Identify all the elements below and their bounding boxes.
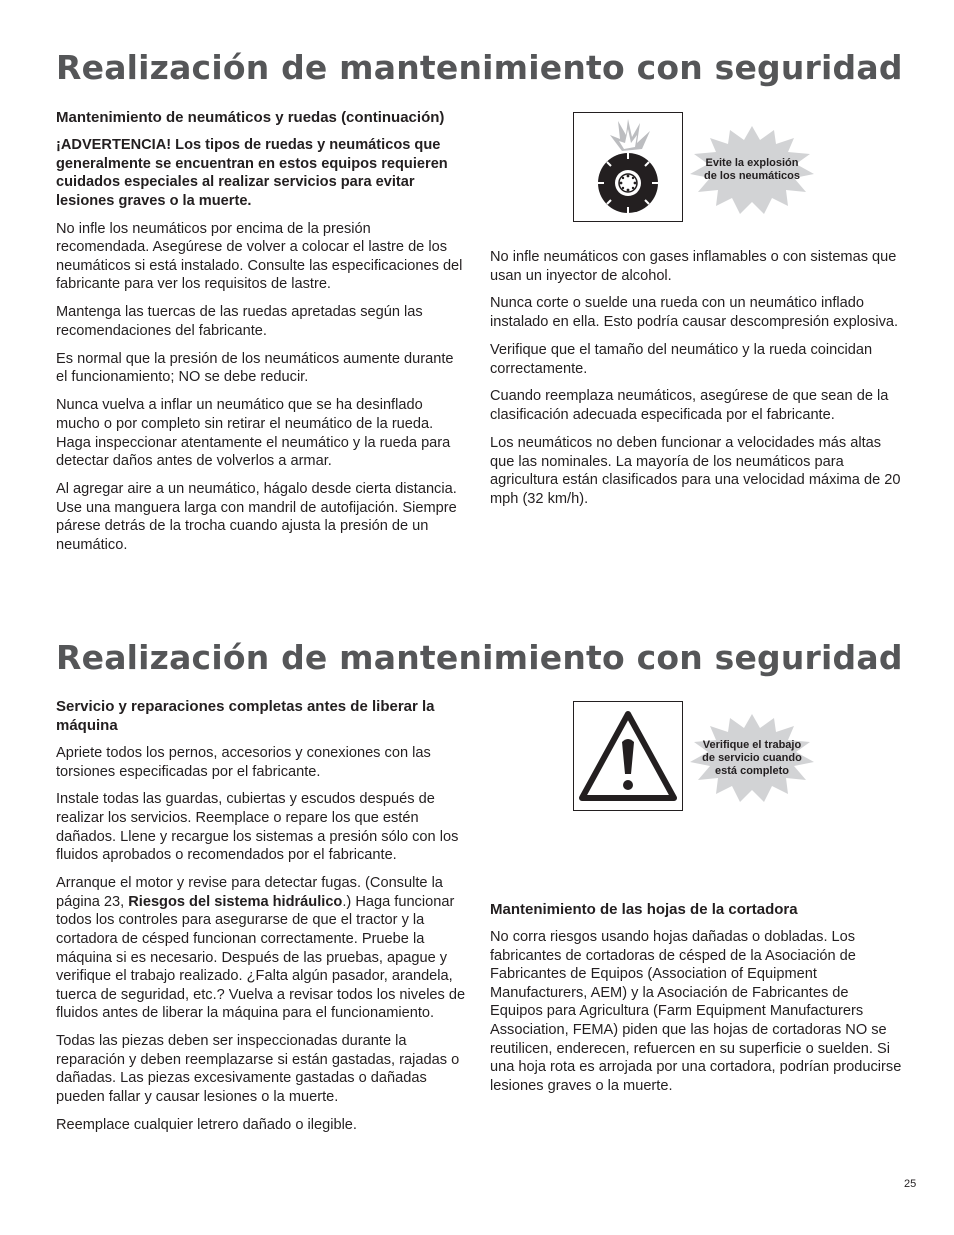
paragraph: Apriete todos los pernos, accesorios y conexiones con las torsiones especificadas por el fabricante. xyxy=(56,745,431,780)
paragraph: No infle neumáticos con gases inflamables o con sistemas que usan un inyector de alcohol. xyxy=(490,249,897,284)
paragraph-text: .) Haga funcionar todos los controles para asegurarse de que el tractor y la cortadora de césped funcionan correctamente. Pruebe la máquina si es necesario. Después de las pruebas, apague y verifique el trabajo realizado. ¿Falta algún pasador, arandela, tuerca de seguridad, etc.? Vuelva a revisar todos los niveles de fluidos antes de liberar la máquina para el funcionamiento. xyxy=(56,893,466,1022)
paragraph: Verifique que el tamaño del neumático y la rueda coincidan correctamente. xyxy=(490,341,873,377)
paragraph: Nunca vuelva a inflar un neumático que se ha desinflado mucho o por completo sin retirar el neumático de la rueda. Haga inspeccionar atentamente el neumático y la rueda para detectar daños antes de volverlos a armar. xyxy=(56,397,451,470)
paragraph: Al agregar aire a un neumático, hágalo desde cierta distancia. Use una manguera larga con mandril de autofijación. Siempre párese detrás de la trocha cuando ajusta la presión de un neumático. xyxy=(56,480,457,553)
left-column xyxy=(56,697,468,1144)
section-subtitle: Mantenimiento de neumáticos y ruedas (continuación) xyxy=(56,109,445,126)
blades-column xyxy=(490,900,902,1105)
paragraph: Es normal que la presión de los neumáticos aumente durante el funcionamiento; NO se debe reducir. xyxy=(56,350,454,386)
page-number: 25 xyxy=(904,1178,917,1190)
burst-label-text: Verifique el trabajo de servicio cuando está completo xyxy=(702,738,802,777)
paragraph: Reemplace cualquier letrero dañado o ilegible. xyxy=(56,1116,357,1133)
paragraph: Los neumáticos no deben funcionar a velocidades más altas que las nominales. La mayoría de los neumáticos para agricultura están clasificados para una velocidad máxima de 20 mph (32 km/h). xyxy=(490,434,901,507)
paragraph: No corra riesgos usando hojas dañadas o dobladas. Los fabricantes de cortadoras de césped de la Asociación de Fabricantes de Equipos (Association of Equipment Manufacturers, AEM) y la Asociación de Fabricantes de Equipos para Agricultura (Farm Equipment Manufacturers Association, FEMA) piden que las hojas de cortadoras NO se reutilicen, enderecen, refuercen en su superficie o suelden. Si una hoja rota es arrojada por una cortadora, podrían producirse lesiones graves o la muerte. xyxy=(490,929,902,1094)
burst-label-text: Evite la explosión de los neumáticos xyxy=(704,157,800,182)
paragraph: Nunca corte o suelde una rueda con un neumático inflado instalado en ella. Esto podría causar descompresión explosiva. xyxy=(490,295,899,331)
paragraph: Mantenga las tuercas de las ruedas apretadas según las recomendaciones del fabricante. xyxy=(56,304,423,339)
paragraph: Todas las piezas deben ser inspeccionadas durante la reparación y deben reemplazarse si están gastadas, rajadas o dañadas. Las piezas excesivamente gastadas o dañadas pueden fallar y causar lesiones o la muerte. xyxy=(56,1033,460,1105)
right-column xyxy=(490,248,902,518)
paragraph: Instale todas las guardas, cubiertas y escudos después de realizar los servicios. Reemplace o repare los que estén dañados. Llene y recargue los sistemas a presión sólo con los fluidos aprobados o recomendados por el fabricante. xyxy=(56,791,459,864)
tire-explosion-icon xyxy=(574,113,682,221)
paragraph: Cuando reemplaza neumáticos, asegúrese de que sean de la clasificación adecuada especificada por el fabricante. xyxy=(490,388,889,424)
warning-paragraph: ¡ADVERTENCIA! Los tipos de ruedas y neumáticos que generalmente se encuentran en estos equipos requieren cuidados especiales al realizar servicios para evitar lesiones graves o la muerte. xyxy=(56,137,448,209)
warning-illustration xyxy=(573,701,683,811)
service-burst-label xyxy=(688,714,816,802)
left-column xyxy=(56,108,466,564)
tire-explosion-illustration xyxy=(573,112,683,222)
paragraph: No infle los neumáticos por encima de la presión recomendada. Asegúrese de volver a colocar el lastre de los neumáticos si está instalado. Consulte las especificaciones del fabricante para ver los requisitos de lastre. xyxy=(56,220,463,293)
section-subtitle: Servicio y reparaciones completas antes de liberar la máquina xyxy=(56,698,435,734)
section-title: Realización de mantenimiento con seguridad xyxy=(56,48,903,87)
tire-burst-label xyxy=(688,126,816,214)
warning-triangle-icon xyxy=(574,702,682,810)
blades-heading: Mantenimiento de las hojas de la cortadora xyxy=(490,901,798,918)
hydraulic-reference: Riesgos del sistema hidráulico xyxy=(128,893,343,910)
section-title: Realización de mantenimiento con seguridad xyxy=(56,638,903,677)
paragraph xyxy=(56,874,468,1023)
paragraph-text: Arranque el motor y revise para detectar fugas. (Consulte la página 23, xyxy=(56,875,443,910)
